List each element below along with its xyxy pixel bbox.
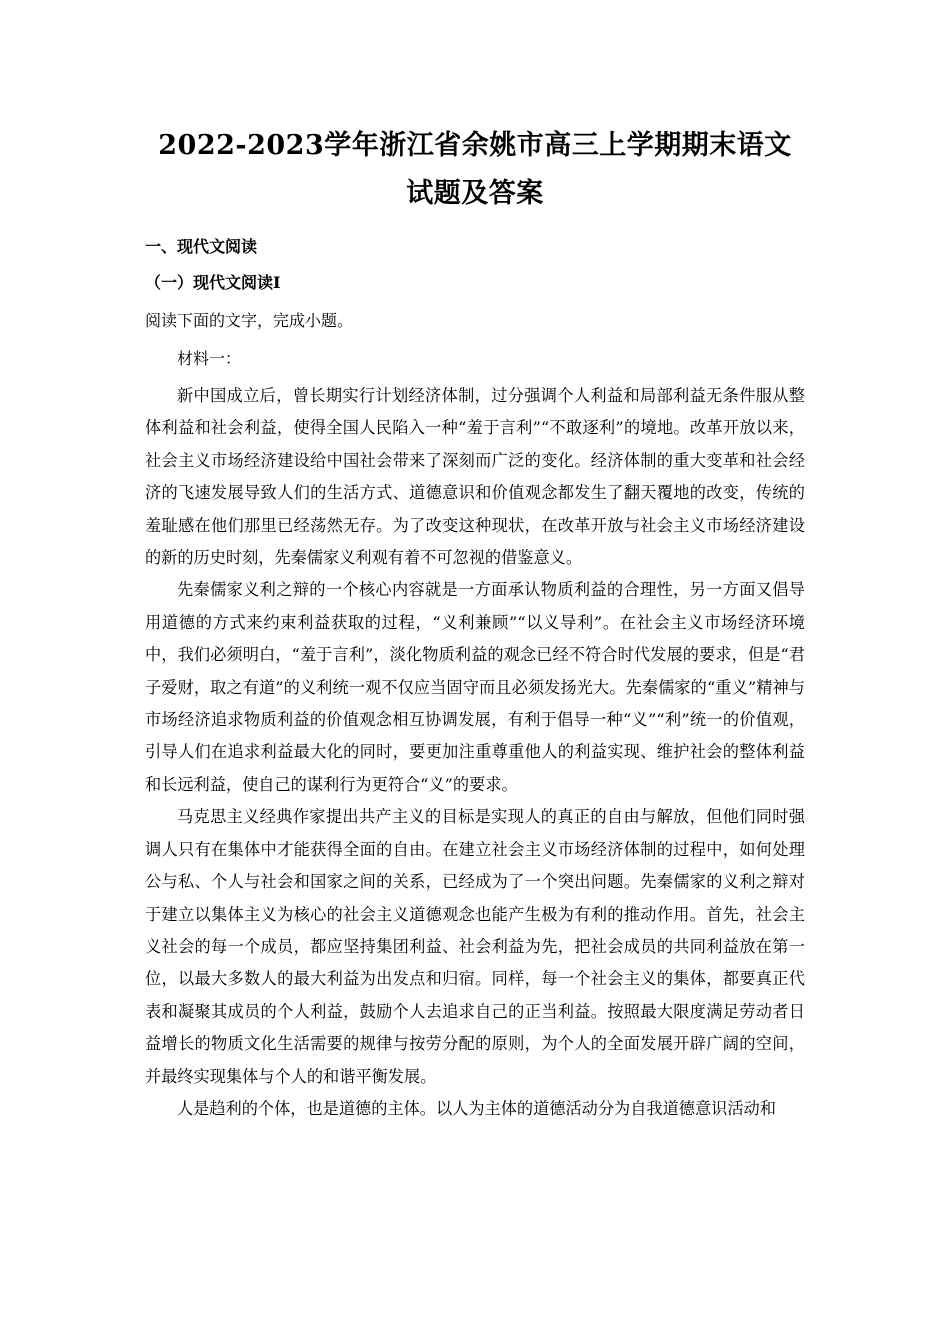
passage-body [145,380,805,1125]
passage-paragraph-1: 新中国成立后，曾长期实行计划经济体制，过分强调个人利益和局部利益无条件服从整体利益和社会利益，使得全国人民陷入一种“羞于言利”“不敢逐利”的境地。改革开放以来，社会主义市场经济建设给中国社会带来了深刻而广泛的变化。经济体制的重大变革和社会经济的飞速发展导致人们的生活方式、道德意识和价值观念都发生了翻天覆地的改变，传统的羞耻感在他们那里已经荡然无存。为了改变这种现状，在改革开放与社会主义市场经济建设的新的历史时刻，先秦儒家义利观有着不可忽视的借鉴意义。 [145,386,805,568]
passage-paragraph-4: 人是趋利的个体，也是道德的主体。以人为主体的道德活动分为自我道德意识活动和 [177,1098,776,1118]
passage-paragraph-3: 马克思主义经典作家提出共产主义的目标是实现人的真正的自由与解放，但他们同时强调人只有在集体中才能获得全面的自由。在建立社会主义市场经济体制的过程中，如何处理公与私、个人与社会和国家之间的关系，已经成为了一个突出问题。先秦儒家的义利之辩对于建立以集体主义为核心的社会主义道德观念也能产生极为有利的推动作用。首先，社会主义社会的每一个成员，都应坚持集团利益、社会利益为先，把社会成员的共同利益放在第一位，以最大多数人的最大利益为出发点和归宿。同样，每一个社会主义的集体，都要真正代表和凝聚其成员的个人利益，鼓励个人去追求自己的正当利益。按照最大限度满足劳动者日益增长的物质文化生活需要的规律与按劳分配的原则，为个人的全面发展开辟广阔的空间，并最终实现集体与个人的和谐平衡发展。 [145,807,805,1086]
material-label: 材料一： [177,349,242,368]
document-title: 2022-2023学年浙江省余姚市高三上学期期末语文试题及答案 [158,130,792,209]
section-heading: 一、现代文阅读 [145,237,258,256]
sub-heading: （一）现代文阅读Ⅰ [145,273,281,292]
passage-paragraph-2: 先秦儒家义利之辩的一个核心内容就是一方面承认物质利益的合理性，另一方面又倡导用道德的方式来约束利益获取的过程，“义利兼顾”“以义导利”。在社会主义市场经济环境中，我们必须明白，“羞于言利”，淡化物质利益的观念已经不符合时代发展的要求，但是“君子爱财，取之有道”的义利统一观不仅应当固守而且必须发扬光大。先秦儒家的“重义”精神与市场经济追求物质利益的价值观念相互协调发展，有利于倡导一种“义”“利”统一的价值观，引导人们在追求利益最大化的同时，要更加注重尊重他人的利益实现、维护社会的整体利益和长远利益，使自己的谋利行为更符合“义”的要求。 [145,580,805,794]
instruction-text: 阅读下面的文字，完成小题。 [145,311,354,330]
